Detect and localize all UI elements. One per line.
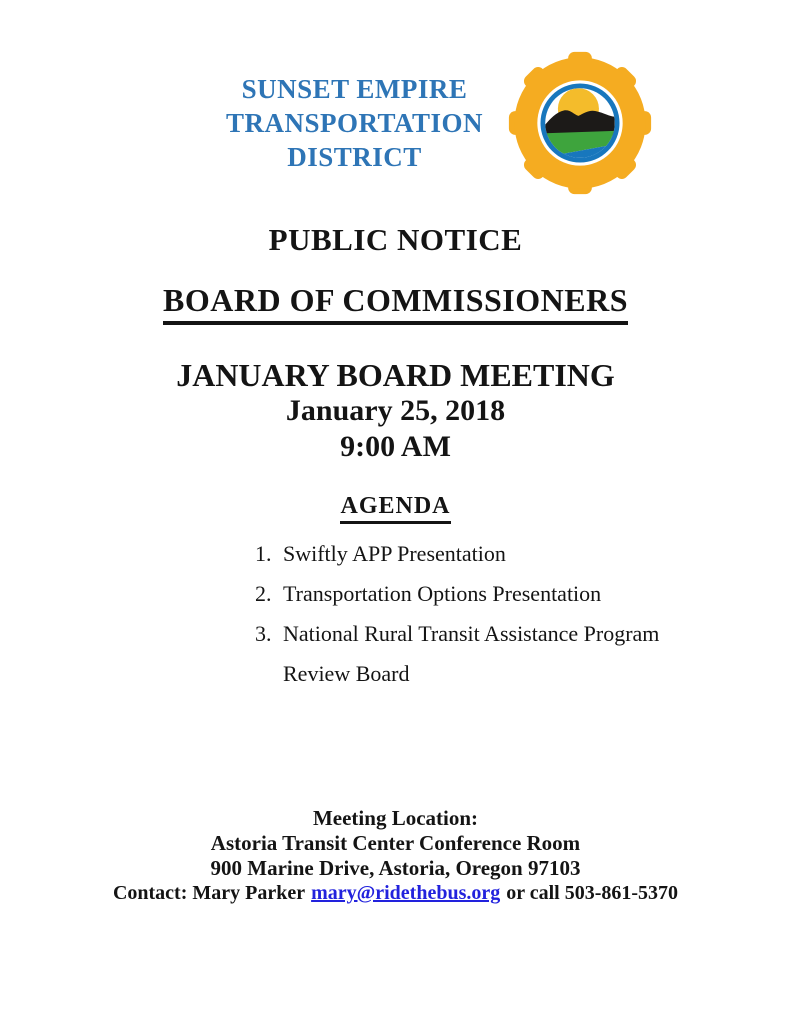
- notice-title: PUBLIC NOTICE: [268, 222, 523, 257]
- document-footer: [0, 806, 791, 906]
- meeting-block: [0, 357, 791, 465]
- org-name: [226, 72, 483, 174]
- contact-suffix: or call 503-861-5370: [506, 882, 679, 904]
- agenda-item-2-text: Transportation Options Presentation: [283, 581, 602, 606]
- agenda-item-1: [255, 534, 791, 574]
- contact-prefix: Contact: Mary Parker: [112, 882, 306, 904]
- agenda-item-2-number: 2.: [255, 581, 272, 606]
- meeting-location-label: Meeting Location:: [312, 806, 479, 830]
- agenda-item-3-number: 3.: [255, 621, 272, 646]
- notice-subtitle-row: [0, 282, 791, 325]
- agenda-item-3-continued: Review Board: [283, 661, 410, 686]
- meeting-date: January 25, 2018: [285, 394, 506, 427]
- agenda-item-1-number: 1.: [255, 541, 272, 566]
- district-logo: [501, 44, 659, 202]
- org-name-line-2: TRANSPORTATION: [225, 108, 484, 138]
- meeting-title: JANUARY BOARD MEETING: [176, 357, 615, 393]
- document-header: [0, 0, 791, 202]
- agenda-item-2: [255, 574, 791, 614]
- agenda-item-3-text: National Rural Transit Assistance Program: [283, 621, 660, 646]
- agenda-item-3: [255, 614, 791, 654]
- agenda-list: [255, 534, 791, 694]
- org-name-line-1: SUNSET EMPIRE: [241, 74, 468, 104]
- agenda-heading-row: [0, 493, 791, 524]
- notice-subtitle: BOARD OF COMMISSIONERS: [163, 282, 628, 325]
- contact-line: [0, 881, 791, 906]
- gear-landscape-icon: [501, 44, 659, 202]
- org-name-line-3: DISTRICT: [287, 142, 422, 172]
- meeting-time: 9:00 AM: [340, 430, 451, 463]
- agenda-heading: AGENDA: [340, 493, 450, 524]
- contact-email-link[interactable]: mary@ridethebus.org: [311, 882, 501, 904]
- agenda-item-1-text: Swiftly APP Presentation: [283, 541, 506, 566]
- meeting-venue: Astoria Transit Center Conference Room: [210, 831, 581, 855]
- meeting-address: 900 Marine Drive, Astoria, Oregon 97103: [210, 856, 581, 880]
